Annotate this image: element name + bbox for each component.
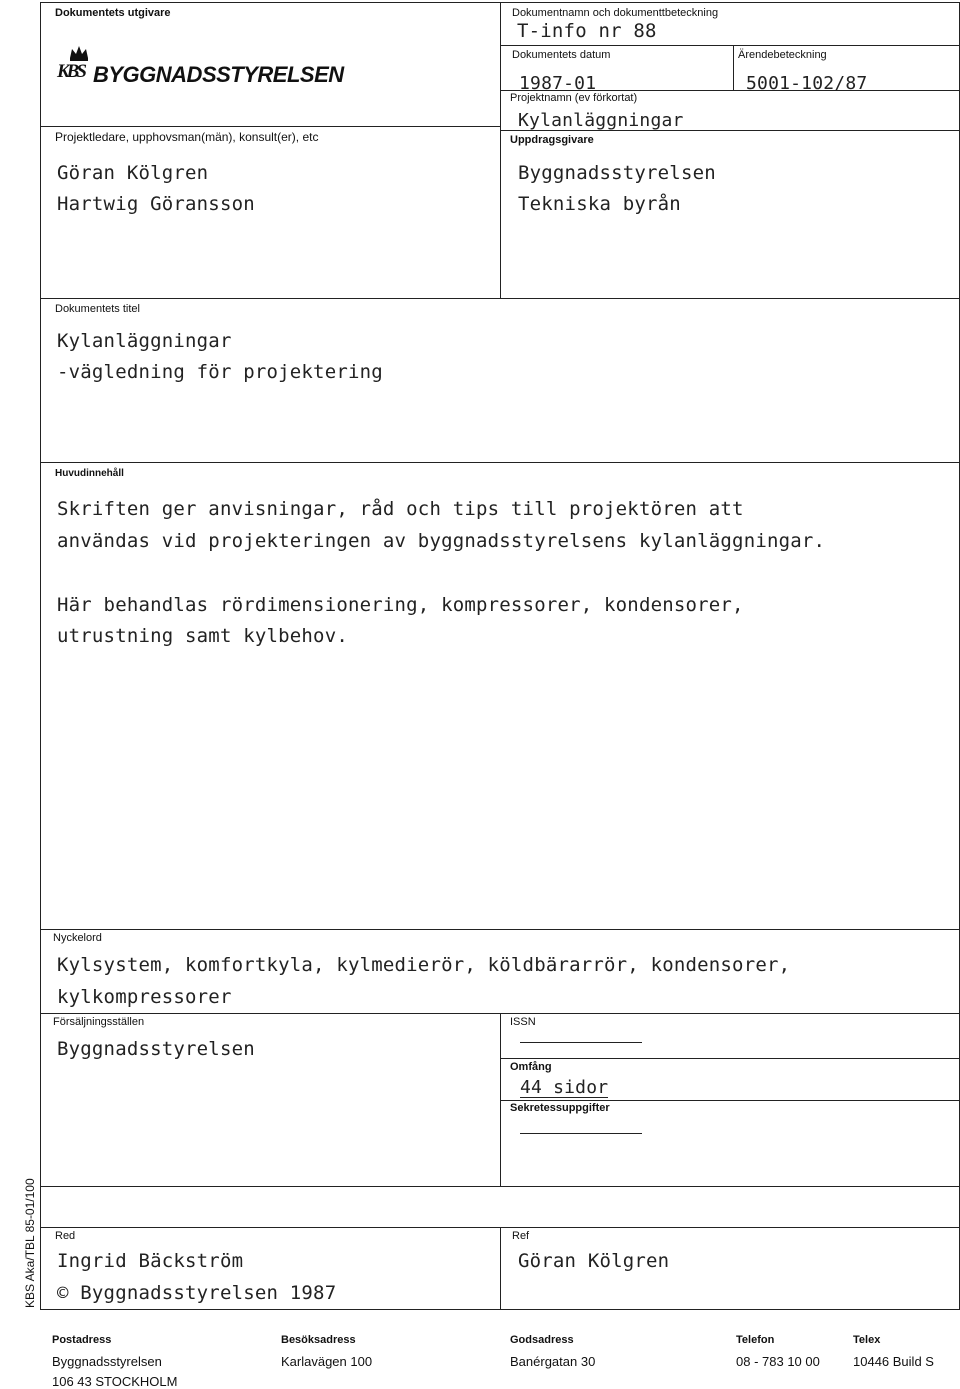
title-divider bbox=[40, 298, 960, 299]
document-date-label: Dokumentets datum bbox=[512, 49, 611, 61]
case-number-label: Ärendebeteckning bbox=[738, 49, 827, 61]
publisher-label: Dokumentets utgivare bbox=[55, 7, 171, 19]
keywords-line-1: Kylsystem, komfortkyla, kylmedierör, köldbärarrör, kondensorer, bbox=[57, 954, 791, 976]
issn-blank-line bbox=[520, 1042, 642, 1043]
date-case-divider bbox=[733, 45, 734, 90]
document-name-value: T-info nr 88 bbox=[517, 20, 657, 42]
top-divider-vertical bbox=[500, 2, 501, 298]
side-form-code: KBS Aka/TBL 85-01/100 bbox=[23, 1178, 37, 1308]
document-name-label: Dokumentnamn och dokumenttbeteckning bbox=[512, 7, 719, 19]
main-content-p2-line-1: Här behandlas rördimensionering, kompressorer, kondensorer, bbox=[57, 594, 744, 616]
client-line-1: Byggnadsstyrelsen bbox=[518, 162, 716, 184]
keywords-label: Nyckelord bbox=[53, 932, 102, 944]
footer-phone-line-1: 08 - 783 10 00 bbox=[736, 1354, 820, 1369]
footer-telex-line-1: 10446 Build S bbox=[853, 1354, 934, 1369]
issn-divider bbox=[500, 1058, 960, 1059]
publisher-divider bbox=[40, 126, 500, 127]
editor-name: Ingrid Bäckström bbox=[57, 1250, 244, 1272]
footer-goods-label: Godsadress bbox=[510, 1334, 574, 1346]
keywords-line-2: kylkompressorer bbox=[57, 986, 232, 1008]
main-content-p2-line-2: utrustning samt kylbehov. bbox=[57, 625, 348, 647]
main-content-label: Huvudinnehåll bbox=[55, 468, 124, 479]
footer-phone-label: Telefon bbox=[736, 1334, 775, 1346]
title-line-1: Kylanläggningar bbox=[57, 330, 232, 352]
reference-name: Göran Kölgren bbox=[518, 1250, 670, 1272]
sales-points-label: Försäljningsställen bbox=[53, 1016, 145, 1028]
title-label: Dokumentets titel bbox=[55, 303, 140, 315]
docname-divider bbox=[500, 45, 960, 46]
case-number-value: 5001-102/87 bbox=[746, 73, 868, 94]
issn-label: ISSN bbox=[510, 1016, 536, 1028]
footer-visit-line-1: Karlavägen 100 bbox=[281, 1354, 373, 1369]
main-content-p1-line-1: Skriften ger anvisningar, råd och tips till projektören att bbox=[57, 498, 744, 520]
keywords-divider bbox=[40, 929, 960, 930]
footer-postal-label: Postadress bbox=[52, 1334, 112, 1346]
confidentiality-label: Sekretessuppgifter bbox=[510, 1102, 610, 1114]
confidentiality-blank-line bbox=[520, 1133, 642, 1134]
footer-visit-label: Besöksadress bbox=[281, 1334, 356, 1346]
content-divider bbox=[40, 462, 960, 463]
logo bbox=[55, 44, 360, 98]
extent-divider bbox=[500, 1100, 960, 1101]
logo-text: BYGGNADSSTYRELSEN bbox=[93, 62, 344, 87]
document-date-value: 1987-01 bbox=[519, 73, 597, 94]
project-name-label: Projektnamn (ev förkortat) bbox=[510, 92, 638, 104]
extent-label: Omfång bbox=[510, 1061, 552, 1073]
reference-label: Ref bbox=[512, 1230, 530, 1242]
project-leader-2: Hartwig Göransson bbox=[57, 193, 255, 215]
footer-telex-label: Telex bbox=[853, 1334, 881, 1346]
project-name-value: Kylanläggningar bbox=[518, 110, 684, 131]
crown-icon bbox=[68, 44, 90, 62]
red-ref-divider bbox=[500, 1227, 501, 1310]
project-leader-1: Göran Kölgren bbox=[57, 162, 209, 184]
red-divider bbox=[40, 1186, 960, 1187]
sales-points-value: Byggnadsstyrelsen bbox=[57, 1038, 255, 1060]
title-line-2: -vägledning för projektering bbox=[57, 361, 383, 383]
project-leaders-label: Projektledare, upphovsman(män), konsult(er), etc bbox=[55, 130, 319, 144]
logo-monogram: KBS bbox=[57, 61, 84, 82]
footer-postal-line-1: Byggnadsstyrelsen bbox=[52, 1354, 162, 1369]
client-line-2: Tekniska byrån bbox=[518, 193, 681, 215]
editor-copyright: © Byggnadsstyrelsen 1987 bbox=[57, 1282, 337, 1304]
extent-value: 44 sidor bbox=[520, 1077, 609, 1098]
client-label: Uppdragsgivare bbox=[510, 134, 594, 146]
editor-label: Red bbox=[55, 1230, 76, 1242]
main-content-p1-line-2: användas vid projekteringen av byggnadsstyrelsens kylanläggningar. bbox=[57, 530, 826, 552]
footer-postal-line-2: 106 43 STOCKHOLM bbox=[52, 1374, 178, 1389]
footer-goods-line-1: Banérgatan 30 bbox=[510, 1354, 596, 1369]
